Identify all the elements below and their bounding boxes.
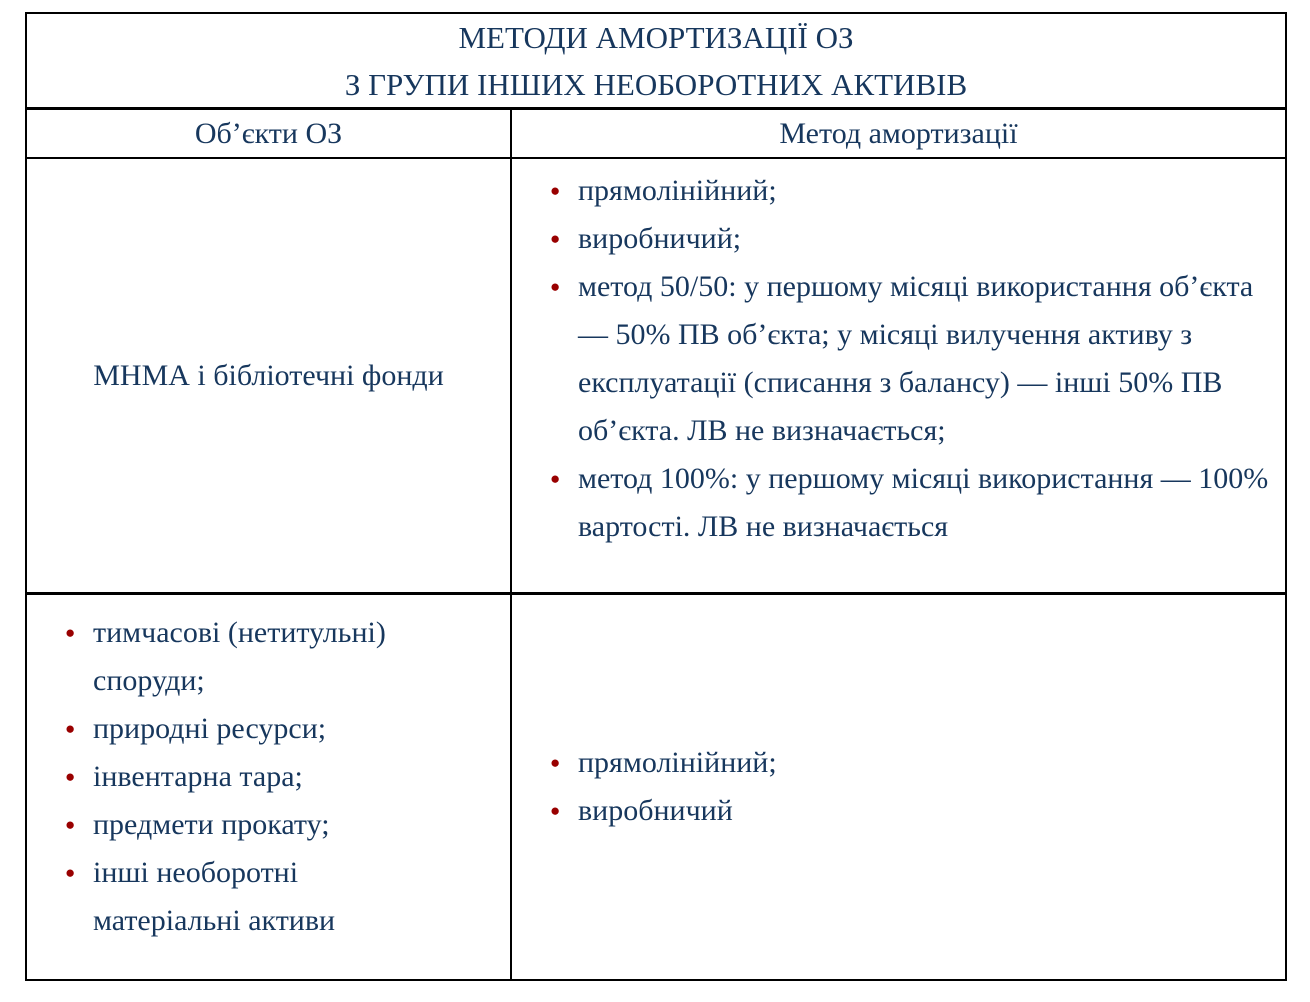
bullet-icon: ●: [65, 767, 76, 786]
objects-cell: [27, 159, 512, 592]
objects-item-text: інші необоротні матеріальні активи: [93, 856, 336, 937]
method-item-text: виробничий;: [578, 222, 742, 255]
bullet-icon: ●: [550, 801, 561, 820]
list-item: [27, 609, 510, 705]
method-item-text: прямолінійний;: [578, 174, 777, 207]
table-row: [27, 159, 1285, 595]
bullet-icon: ●: [65, 719, 76, 738]
bullet-icon: ●: [65, 815, 76, 834]
bullet-icon: ●: [550, 229, 561, 248]
bullet-icon: ●: [65, 623, 76, 642]
table-title: [27, 14, 1285, 110]
list-item: [512, 455, 1285, 551]
method-item-text: виробничий: [578, 794, 733, 827]
list-item: [512, 215, 1285, 263]
objects-item-text: природні ресурси;: [93, 712, 327, 745]
method-cell: [512, 595, 1285, 979]
method-item-text: метод 100%: у першому місяці використання — 100% вартості. ЛВ не визначається: [578, 462, 1269, 543]
objects-cell: [27, 595, 512, 979]
method-item-text: метод 50/50: у першому місяці використання об’єкта — 50% ПВ об’єкта; у місяці вилучення активу з експлуатації (списання з балансу) — інші 50% ПВ об’єкта. ЛВ не визначається;: [578, 270, 1254, 447]
list-item: [512, 263, 1285, 455]
bullet-icon: ●: [550, 469, 561, 488]
method-cell: [512, 159, 1285, 592]
depreciation-methods-table: [25, 12, 1287, 981]
table-title-line-1: МЕТОДИ АМОРТИЗАЦІЇ ОЗ: [458, 19, 854, 55]
list-item: [27, 849, 510, 945]
list-item: [512, 739, 1285, 787]
objects-item-text: тимчасові (нетитульні) споруди;: [93, 616, 386, 697]
table-row: [27, 595, 1285, 979]
list-item: [27, 801, 510, 849]
list-item: [27, 705, 510, 753]
bullet-icon: ●: [65, 863, 76, 882]
objects-cell-text: МНМА і бібліотечні фонди: [93, 358, 444, 392]
objects-item-text: інвентарна тара;: [93, 760, 303, 793]
table-title-line-2: З ГРУПИ ІНШИХ НЕОБОРОТНИХ АКТИВІВ: [344, 66, 968, 102]
list-item: [512, 167, 1285, 215]
bullet-icon: ●: [550, 277, 561, 296]
objects-item-text: предмети прокату;: [93, 808, 330, 841]
column-header-row: [27, 110, 1285, 159]
bullet-icon: ●: [550, 753, 561, 772]
list-item: [512, 787, 1285, 835]
list-item: [27, 753, 510, 801]
column-header-objects: Об’єкти ОЗ: [27, 110, 512, 157]
method-item-text: прямолінійний;: [578, 746, 777, 779]
bullet-icon: ●: [550, 181, 561, 200]
column-header-method: Метод амортизації: [779, 116, 1018, 150]
